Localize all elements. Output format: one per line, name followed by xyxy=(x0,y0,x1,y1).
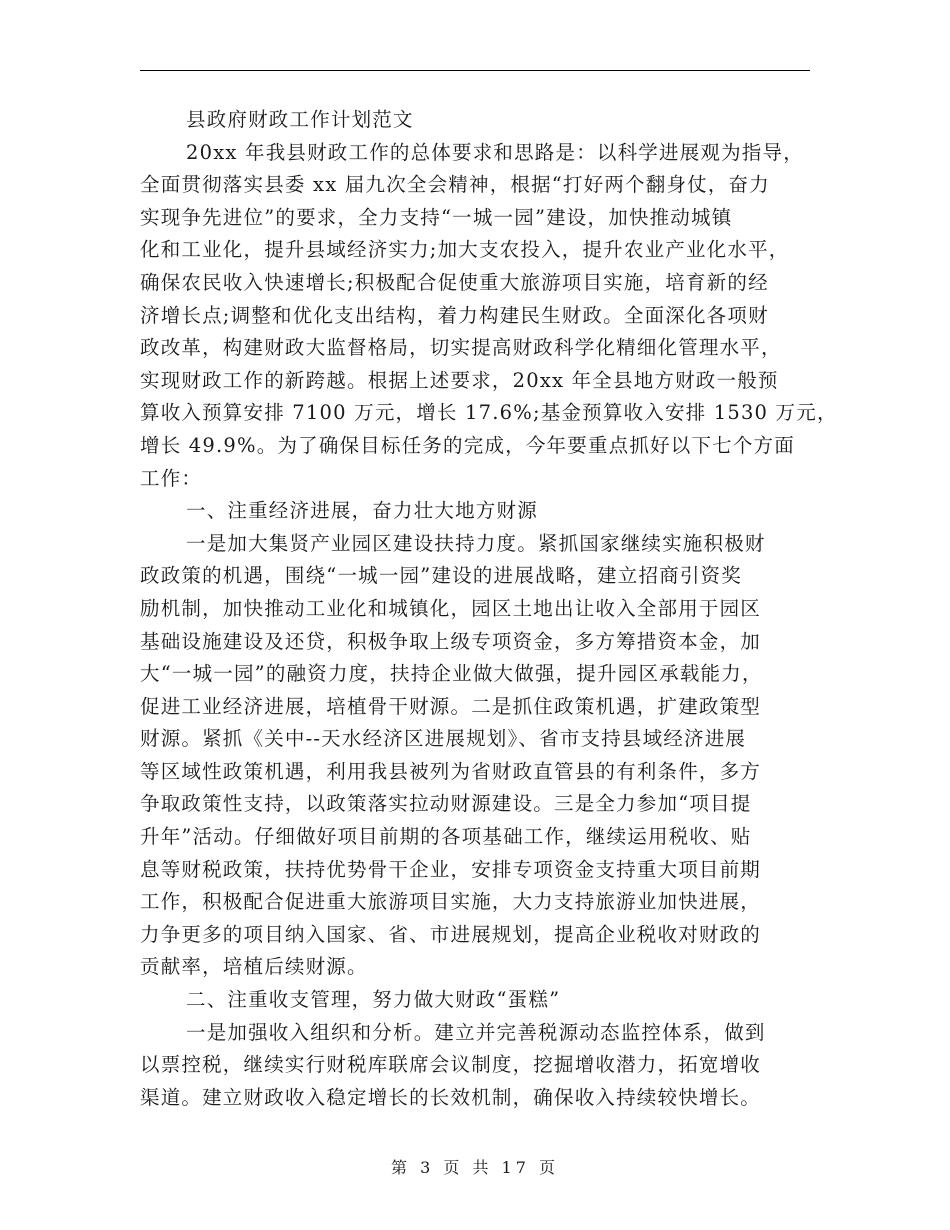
document-body xyxy=(140,104,838,1114)
text-line: 等区域性政策机遇，利用我县被列为省财政直管县的有利条件，多方 xyxy=(140,759,762,783)
text-line: 政政策的机遇，围绕“一城一园”建设的进展战略，建立招商引资奖 xyxy=(140,564,742,588)
text-line: 算收入预算安排 7100 万元，增长 17.6%;基金预算收入安排 1530 万元， xyxy=(140,401,838,425)
text-line: 全面贯彻落实县委 xx 届九次全会精神，根据“打好两个翻身仗，奋力 xyxy=(140,173,770,197)
text-line: 实现争先进位”的要求，全力支持“一城一园”建设，加快推动城镇 xyxy=(140,205,733,229)
text-line: 以票控税，继续实行财税库联席会议制度，挖掘增收潜力，拓宽增收 xyxy=(140,1053,762,1077)
text-line: 一、注重经济进展，奋力壮大地方财源 xyxy=(186,499,538,523)
text-line: 确保农民收入快速增长;积极配合促使重大旅游项目实施，培育新的经 xyxy=(140,270,769,294)
text-line: 一是加强收入组织和分析。建立并完善税源动态监控体系，做到 xyxy=(186,1020,766,1044)
page-footer xyxy=(0,1155,950,1178)
text-line: 财源。紧抓《关中--天水经济区进展规划》、省市支持县域经济进展 xyxy=(140,727,747,751)
text-line: 实现财政工作的新跨越。根据上述要求，20xx 年全县地方财政一般预 xyxy=(140,368,779,392)
text-line: 增长 49.9%。为了确保目标任务的完成，今年要重点抓好以下七个方面 xyxy=(140,433,795,457)
text-line: 工作： xyxy=(140,466,203,490)
text-line: 力争更多的项目纳入国家、省、市进展规划，提高企业税收对财政的 xyxy=(140,922,762,946)
text-line: 化和工业化，提升县域经济实力;加大支农投入，提升农业产业化水平， xyxy=(140,238,790,262)
text-line: 二、注重收支管理，努力做大财政“蛋糕” xyxy=(186,988,561,1012)
page-number: 第 3 页 共 17 页 xyxy=(391,1158,559,1177)
text-line: 促进工业经济进展，培植骨干财源。二是抓住政策机遇，扩建政策型 xyxy=(140,694,762,718)
text-line: 工作，积极配合促进重大旅游项目实施，大力支持旅游业加快进展， xyxy=(140,890,762,914)
text-line: 政改革，构建财政大监督格局，切实提高财政科学化精细化管理水平， xyxy=(140,336,782,360)
text-line: 贡献率，培植后续财源。 xyxy=(140,955,368,979)
text-line: 渠道。建立财政收入稳定增长的长效机制，确保收入持续较快增长。 xyxy=(140,1085,762,1109)
document-title: 县政府财政工作计划范文 xyxy=(186,108,414,131)
text-line: 20xx 年我县财政工作的总体要求和思路是：以科学进展观为指导， xyxy=(186,140,804,164)
text-line: 大“一城一园”的融资力度，扶持企业做大做强，提升园区承载能力， xyxy=(140,662,763,686)
text-line: 升年”活动。仔细做好项目前期的各项基础工作，继续运用税收、贴 xyxy=(140,825,752,849)
text-line: 争取政策性支持，以政策落实拉动财源建设。三是全力参加“项目提 xyxy=(140,792,752,816)
header-rule xyxy=(140,70,810,71)
text-line: 励机制，加快推动工业化和城镇化，园区土地出让收入全部用于园区 xyxy=(140,596,762,620)
text-line: 济增长点;调整和优化支出结构，着力构建民生财政。全面深化各项财 xyxy=(140,303,769,327)
text-line: 息等财税政策，扶持优势骨干企业，安排专项资金支持重大项目前期 xyxy=(140,857,762,881)
text-line: 一是加大集贤产业园区建设扶持力度。紧抓国家继续实施积极财 xyxy=(186,531,766,555)
text-line: 基础设施建设及还贷，积极争取上级专项资金，多方筹措资本金，加 xyxy=(140,629,762,653)
